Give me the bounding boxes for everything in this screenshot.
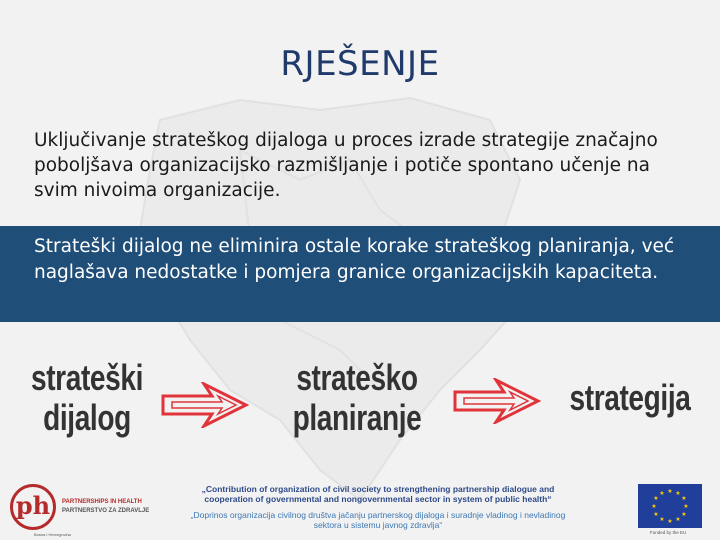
flow-step-stratesko-planiranje: [283, 358, 431, 438]
flow-step-strateski-dijalog: [21, 358, 154, 438]
svg-text:★: ★: [683, 503, 689, 510]
eu-caption: Funded by the EU: [650, 530, 687, 535]
flow-arrow-icon: [452, 378, 542, 424]
highlight-paragraph: Strateški dijalog ne eliminira ostale korake strateškog planiranja, već naglašava nedostatke i pomjera granice organizacijskih kapaciteta.: [34, 236, 675, 283]
flow-arrow-icon: [160, 382, 250, 428]
ph-logo-mark: ph: [10, 484, 56, 530]
flow-step-strategija: strategija: [569, 377, 691, 418]
svg-text:★: ★: [675, 490, 681, 497]
flow-step2-line1: strateško: [296, 357, 418, 398]
logo-text-en: PARTNERSHIPS IN HEALTH: [62, 499, 142, 505]
logo-text-country: Bosna i Hercegovina: [34, 532, 71, 537]
svg-text:★: ★: [681, 511, 687, 518]
logo-text-bs: PARTNERSTVO ZA ZDRAVLJE: [62, 508, 150, 514]
flow-step1-line2: dijalog: [43, 397, 131, 438]
svg-text:★: ★: [659, 516, 665, 523]
footer-text-bs: „Doprinos organizacija civilnog društva jačanju partnerskog dijaloga i suradnje vladinog i nevladinog sektora u sistemu javnog zdravlja“: [190, 510, 566, 530]
flow-step1-line1: strateški: [30, 357, 144, 398]
footer-text-en: „Contribution of organization of civil society to strengthening partnership dialogue and cooperation of governmental and nongovernmental sector in system of public health“: [201, 484, 555, 504]
intro-paragraph: Uključivanje strateškog dijaloga u proces izrade strategije značajno poboljšava organizacijsko razmišljanje i potiče spontano učenje na svim nivoima organizacije.: [34, 130, 658, 201]
svg-text:★: ★: [653, 495, 659, 502]
eu-flag-icon: [638, 484, 702, 528]
svg-text:★: ★: [675, 516, 681, 523]
partnerships-in-health-logo: [10, 482, 150, 538]
flow-step2-line2: planiranje: [292, 397, 422, 438]
svg-text:★: ★: [667, 488, 673, 495]
project-footer: [186, 484, 570, 530]
svg-text:★: ★: [653, 511, 659, 518]
svg-text:★: ★: [651, 503, 657, 510]
svg-text:★: ★: [659, 490, 665, 497]
svg-text:★: ★: [667, 518, 673, 525]
slide-title: RJEŠENJE: [280, 44, 440, 84]
svg-text:★: ★: [681, 495, 687, 502]
